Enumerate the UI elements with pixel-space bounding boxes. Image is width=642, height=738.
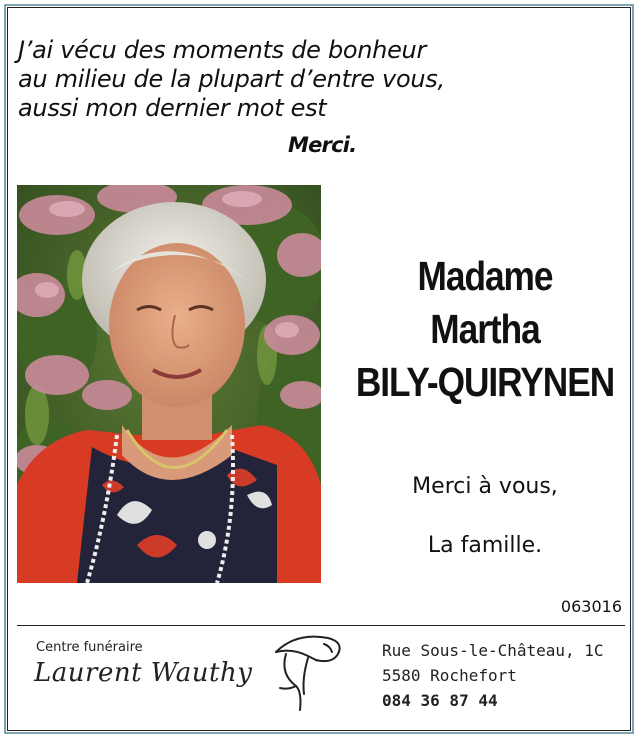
calla-lily-icon: [266, 630, 350, 712]
notice-reference: 063016: [560, 597, 622, 616]
funeral-home-label: Centre funéraire: [36, 640, 143, 655]
portrait-illustration: [17, 185, 321, 583]
divider: [17, 625, 625, 626]
quote-line-2: au milieu de la plupart d’entre vous,: [18, 65, 445, 93]
memorial-quote: [18, 36, 478, 123]
deceased-first-name: Martha: [430, 306, 540, 352]
quote-line-3: aussi mon dernier mot est: [18, 94, 327, 122]
funeral-home-name: Laurent Wauthy: [34, 658, 253, 688]
funeral-home-address: [382, 638, 604, 713]
quote-closing: Merci.: [288, 133, 357, 157]
family-signature: La famille.: [427, 533, 543, 558]
funeral-home-phone: 084 36 87 44: [382, 691, 498, 710]
deceased-title: Madame: [417, 253, 553, 299]
address-street: Rue Sous-le-Château, 1C: [382, 641, 604, 660]
portrait-photo: [17, 185, 321, 583]
quote-line-1: J’ai vécu des moments de bonheur: [18, 36, 427, 64]
address-city: 5580 Rochefort: [382, 666, 517, 685]
deceased-name: [330, 250, 640, 409]
thanks-text: Merci à vous,: [412, 474, 558, 499]
deceased-surname: BILY-QUIRYNEN: [355, 359, 615, 405]
